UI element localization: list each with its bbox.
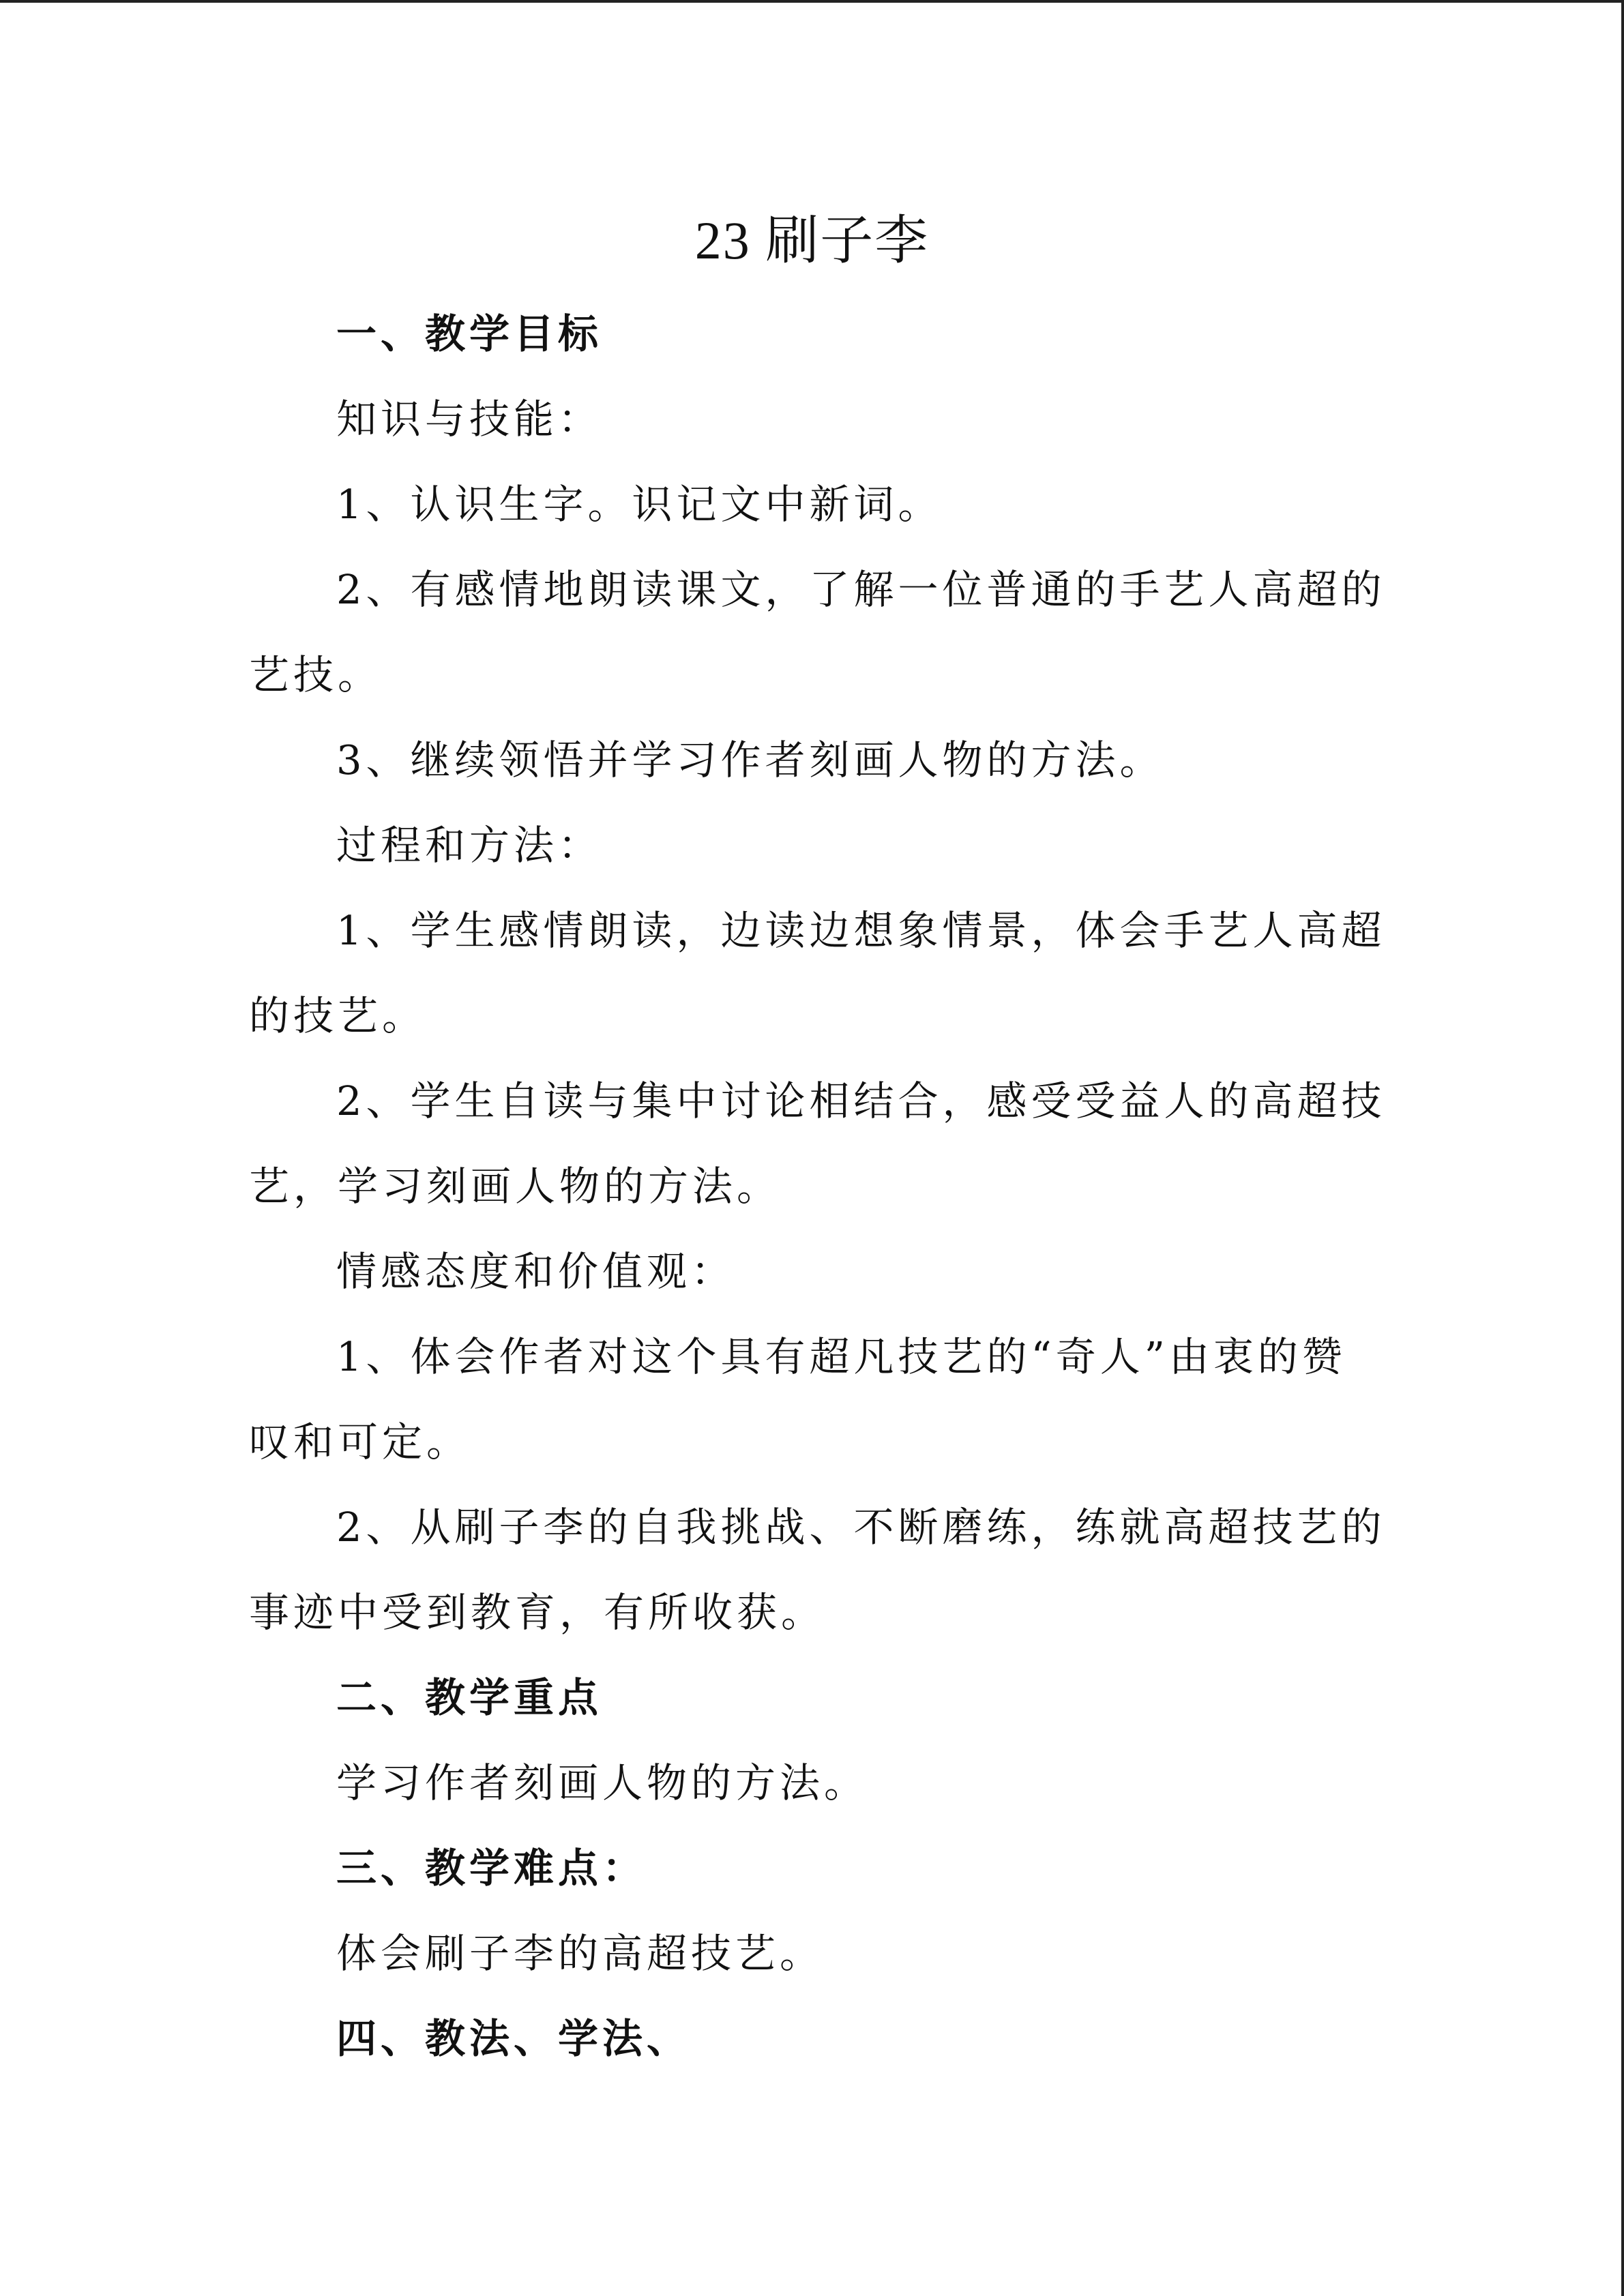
paragraph-line-continuation: 艺，学习刻画人物的方法。	[249, 1163, 782, 1210]
document-title: 23 刷子李	[694, 211, 930, 270]
page-border-top	[0, 0, 1624, 3]
section-heading-difficulties: 三、教学难点：	[336, 1845, 647, 1892]
section-heading-key-points: 二、教学重点	[336, 1674, 603, 1721]
section-heading-methods: 四、教法、学法、	[336, 2015, 692, 2062]
paragraph-line: 2、有感情地朗读课文，了解一位普通的手艺人高超的	[336, 566, 1386, 613]
subheading-process-methods: 过程和方法：	[336, 822, 603, 869]
paragraph-line-continuation: 叹和可定。	[249, 1418, 471, 1465]
subheading-knowledge-skills: 知识与技能：	[336, 396, 603, 443]
paragraph-line: 2、从刷子李的自我挑战、不断磨练，练就高超技艺的	[336, 1504, 1386, 1551]
paragraph-line: 1、认识生字。识记文中新词。	[336, 481, 943, 528]
document-body	[249, 291, 1386, 2081]
paragraph-line: 1、学生感情朗读，边读边想象情景，体会手艺人高超	[336, 907, 1386, 954]
subheading-emotion-values: 情感态度和价值观：	[336, 1248, 736, 1295]
paragraph-line: 学习作者刻画人物的方法。	[336, 1759, 869, 1806]
section-heading-teaching-goals: 一、教学目标	[336, 310, 603, 357]
paragraph-line: 体会刷子李的高超技艺。	[336, 1930, 825, 1977]
paragraph-line-continuation: 事迹中受到教育，有所收获。	[249, 1589, 826, 1636]
paragraph-line: 2、学生自读与集中讨论相结合，感受受益人的高超技	[336, 1077, 1386, 1124]
paragraph-line-continuation: 艺技。	[249, 651, 383, 698]
paragraph-line: 3、继续领悟并学习作者刻画人物的方法。	[336, 736, 1164, 784]
paragraph-line-continuation: 的技艺。	[249, 992, 427, 1039]
page-border-right	[1621, 0, 1624, 2296]
paragraph-line: 1、体会作者对这个具有超凡技艺的“奇人”由衷的赞	[336, 1333, 1346, 1380]
